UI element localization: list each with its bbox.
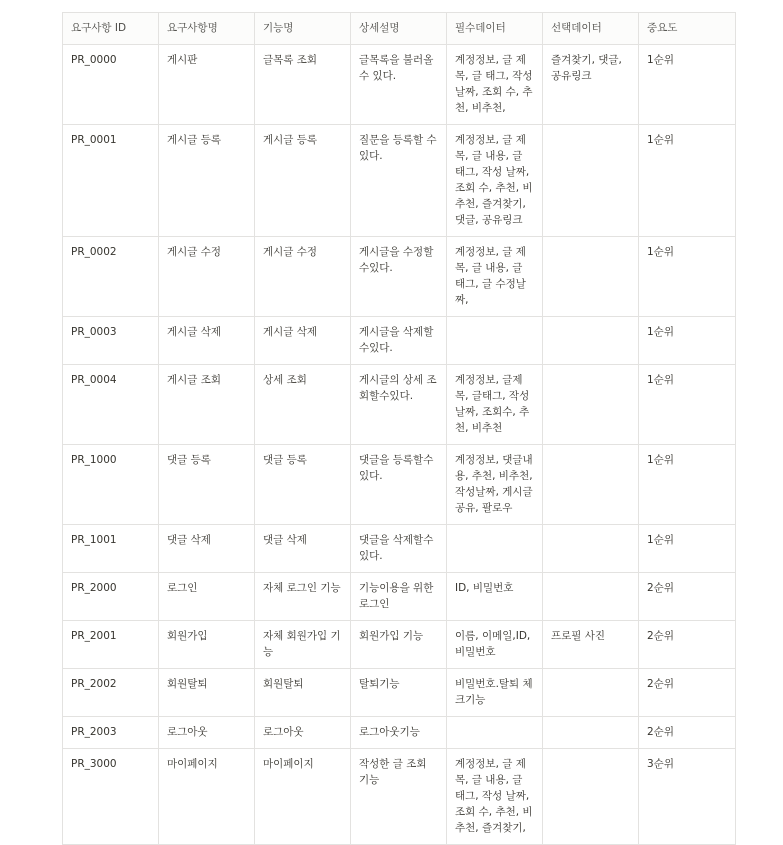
cell-description[interactable]: 댓글을 삭제할수있다. bbox=[351, 525, 447, 573]
cell-description[interactable]: 회원가입 기능 bbox=[351, 621, 447, 669]
cell-required-data[interactable] bbox=[447, 717, 543, 749]
cell-optional-data[interactable] bbox=[543, 445, 639, 525]
cell-priority[interactable]: 1순위 bbox=[639, 237, 736, 317]
cell-description[interactable]: 글목록을 불러올수 있다. bbox=[351, 45, 447, 125]
cell-optional-data[interactable]: 프로필 사진 bbox=[543, 621, 639, 669]
header-function-name[interactable]: 기능명 bbox=[255, 13, 351, 45]
cell-optional-data[interactable] bbox=[543, 669, 639, 717]
cell-requirement-name[interactable]: 로그아웃 bbox=[159, 717, 255, 749]
cell-description[interactable]: 질문을 등록할 수 있다. bbox=[351, 125, 447, 237]
cell-optional-data[interactable] bbox=[543, 237, 639, 317]
cell-requirement-name[interactable]: 로그인 bbox=[159, 573, 255, 621]
cell-priority[interactable]: 1순위 bbox=[639, 445, 736, 525]
cell-description[interactable]: 게시글을 수정할 수있다. bbox=[351, 237, 447, 317]
cell-requirement-name[interactable]: 회원가입 bbox=[159, 621, 255, 669]
cell-function-name[interactable]: 댓글 등록 bbox=[255, 445, 351, 525]
cell-priority[interactable]: 1순위 bbox=[639, 365, 736, 445]
cell-function-name[interactable]: 게시글 수정 bbox=[255, 237, 351, 317]
cell-optional-data[interactable] bbox=[543, 573, 639, 621]
cell-required-data[interactable]: 계정정보, 댓글내용, 추천, 비추천, 작성날짜, 게시글 공유, 팔로우 bbox=[447, 445, 543, 525]
cell-required-data[interactable] bbox=[447, 525, 543, 573]
cell-priority[interactable]: 1순위 bbox=[639, 125, 736, 237]
table-row bbox=[63, 717, 736, 749]
cell-description[interactable]: 게시글을 삭제할 수있다. bbox=[351, 317, 447, 365]
cell-requirement-name[interactable]: 게시글 삭제 bbox=[159, 317, 255, 365]
cell-function-name[interactable]: 글목록 조회 bbox=[255, 45, 351, 125]
cell-required-data[interactable]: 계정정보, 글 제목, 글 내용, 글 태그, 글 수정날짜, bbox=[447, 237, 543, 317]
cell-description[interactable]: 탈퇴기능 bbox=[351, 669, 447, 717]
cell-description[interactable]: 기능이용을 위한 로그인 bbox=[351, 573, 447, 621]
cell-function-name[interactable]: 게시글 삭제 bbox=[255, 317, 351, 365]
cell-requirement-name[interactable]: 마이페이지 bbox=[159, 749, 255, 845]
cell-priority[interactable]: 2순위 bbox=[639, 573, 736, 621]
cell-requirement-id[interactable]: PR_2000 bbox=[63, 573, 159, 621]
header-priority[interactable]: 중요도 bbox=[639, 13, 736, 45]
cell-function-name[interactable]: 상세 조회 bbox=[255, 365, 351, 445]
table-row bbox=[63, 445, 736, 525]
cell-optional-data[interactable] bbox=[543, 125, 639, 237]
cell-requirement-name[interactable]: 게시판 bbox=[159, 45, 255, 125]
cell-required-data[interactable]: 계정정보, 글 제목, 글 내용, 글 태그, 작성 날짜, 조회 수, 추천, 비추천, 즐겨찾기, 댓글, 공유링크 bbox=[447, 125, 543, 237]
table-row bbox=[63, 45, 736, 125]
cell-function-name[interactable]: 자체 로그인 기능 bbox=[255, 573, 351, 621]
table-row bbox=[63, 749, 736, 845]
cell-requirement-id[interactable]: PR_2003 bbox=[63, 717, 159, 749]
table-row bbox=[63, 237, 736, 317]
cell-priority[interactable]: 2순위 bbox=[639, 717, 736, 749]
table-row bbox=[63, 317, 736, 365]
cell-priority[interactable]: 3순위 bbox=[639, 749, 736, 845]
cell-optional-data[interactable] bbox=[543, 749, 639, 845]
cell-required-data[interactable]: ID, 비밀번호 bbox=[447, 573, 543, 621]
cell-required-data[interactable]: 비밀번호.탈퇴 체크기능 bbox=[447, 669, 543, 717]
cell-priority[interactable]: 1순위 bbox=[639, 525, 736, 573]
cell-required-data[interactable] bbox=[447, 317, 543, 365]
cell-requirement-id[interactable]: PR_1001 bbox=[63, 525, 159, 573]
cell-description[interactable]: 작성한 글 조회 기능 bbox=[351, 749, 447, 845]
cell-required-data[interactable]: 이름, 이메일,ID, 비밀번호 bbox=[447, 621, 543, 669]
cell-requirement-name[interactable]: 댓글 등록 bbox=[159, 445, 255, 525]
cell-requirement-id[interactable]: PR_0001 bbox=[63, 125, 159, 237]
cell-function-name[interactable]: 마이페이지 bbox=[255, 749, 351, 845]
table-row bbox=[63, 573, 736, 621]
cell-function-name[interactable]: 댓글 삭제 bbox=[255, 525, 351, 573]
header-requirement-id[interactable]: 요구사항 ID bbox=[63, 13, 159, 45]
cell-requirement-name[interactable]: 게시글 수정 bbox=[159, 237, 255, 317]
cell-description[interactable]: 로그아웃기능 bbox=[351, 717, 447, 749]
cell-requirement-id[interactable]: PR_0000 bbox=[63, 45, 159, 125]
cell-requirement-id[interactable]: PR_2001 bbox=[63, 621, 159, 669]
cell-priority[interactable]: 2순위 bbox=[639, 621, 736, 669]
header-description[interactable]: 상세설명 bbox=[351, 13, 447, 45]
cell-function-name[interactable]: 로그아웃 bbox=[255, 717, 351, 749]
cell-requirement-id[interactable]: PR_0002 bbox=[63, 237, 159, 317]
table-header-row bbox=[63, 13, 736, 45]
cell-optional-data[interactable]: 즐겨찾기, 댓글, 공유링크 bbox=[543, 45, 639, 125]
cell-requirement-id[interactable]: PR_2002 bbox=[63, 669, 159, 717]
header-optional-data[interactable]: 선택데이터 bbox=[543, 13, 639, 45]
table-row bbox=[63, 621, 736, 669]
cell-priority[interactable]: 1순위 bbox=[639, 317, 736, 365]
cell-optional-data[interactable] bbox=[543, 525, 639, 573]
cell-optional-data[interactable] bbox=[543, 717, 639, 749]
cell-priority[interactable]: 1순위 bbox=[639, 45, 736, 125]
table-header bbox=[63, 13, 736, 45]
cell-requirement-id[interactable]: PR_0004 bbox=[63, 365, 159, 445]
cell-description[interactable]: 댓글을 등록할수있다. bbox=[351, 445, 447, 525]
table-row bbox=[63, 125, 736, 237]
table-row bbox=[63, 525, 736, 573]
cell-description[interactable]: 게시글의 상세 조회할수있다. bbox=[351, 365, 447, 445]
cell-priority[interactable]: 2순위 bbox=[639, 669, 736, 717]
table-body bbox=[63, 45, 736, 845]
cell-function-name[interactable]: 게시글 등록 bbox=[255, 125, 351, 237]
cell-requirement-id[interactable]: PR_0003 bbox=[63, 317, 159, 365]
cell-function-name[interactable]: 자체 회원가입 기능 bbox=[255, 621, 351, 669]
requirements-table bbox=[62, 12, 736, 845]
cell-requirement-id[interactable]: PR_3000 bbox=[63, 749, 159, 845]
header-required-data[interactable]: 필수데이터 bbox=[447, 13, 543, 45]
cell-requirement-name[interactable]: 회원탈퇴 bbox=[159, 669, 255, 717]
cell-function-name[interactable]: 회원탈퇴 bbox=[255, 669, 351, 717]
cell-requirement-id[interactable]: PR_1000 bbox=[63, 445, 159, 525]
cell-required-data[interactable]: 계정정보, 글 제목, 글 태그, 작성 날짜, 조회 수, 추천, 비추천, bbox=[447, 45, 543, 125]
header-requirement-name[interactable]: 요구사항명 bbox=[159, 13, 255, 45]
cell-requirement-name[interactable]: 댓글 삭제 bbox=[159, 525, 255, 573]
table-row bbox=[63, 365, 736, 445]
cell-optional-data[interactable] bbox=[543, 317, 639, 365]
table-row bbox=[63, 669, 736, 717]
cell-optional-data[interactable] bbox=[543, 365, 639, 445]
cell-required-data[interactable]: 계정정보, 글제목, 글태그, 작성 날짜, 조회수, 추천, 비추천 bbox=[447, 365, 543, 445]
cell-requirement-name[interactable]: 게시글 등록 bbox=[159, 125, 255, 237]
cell-requirement-name[interactable]: 게시글 조회 bbox=[159, 365, 255, 445]
cell-required-data[interactable]: 계정정보, 글 제목, 글 내용, 글 태그, 작성 날짜, 조회 수, 추천, 비추천, 즐겨찾기, bbox=[447, 749, 543, 845]
